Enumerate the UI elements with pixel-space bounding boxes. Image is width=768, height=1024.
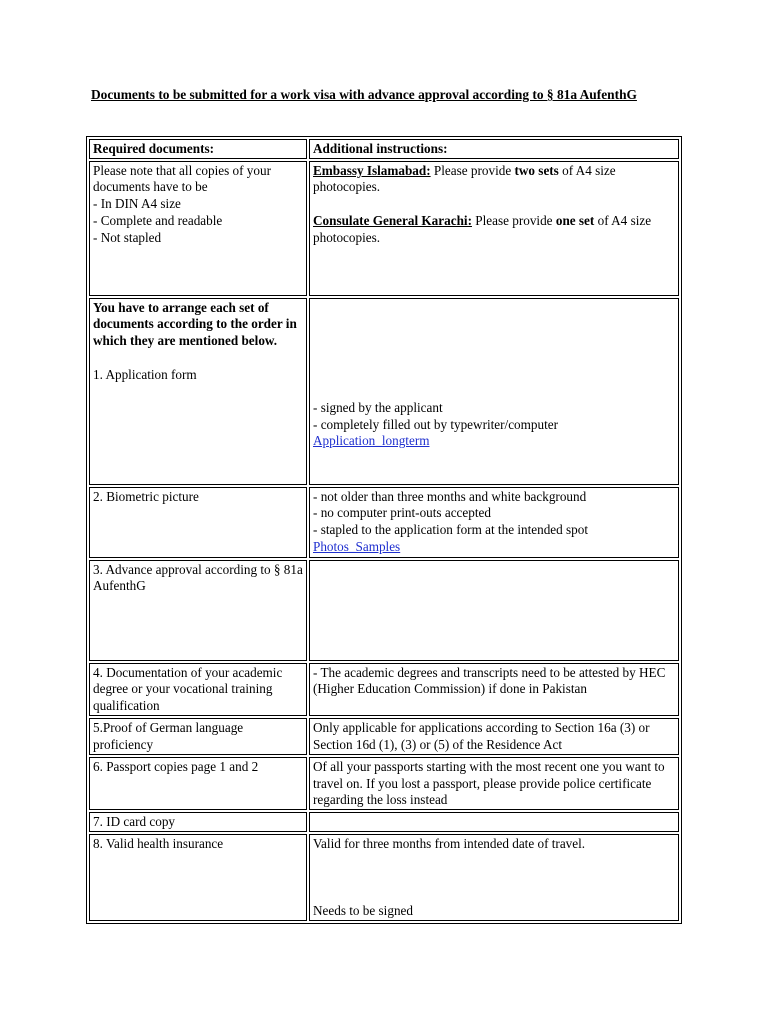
application-signed: - signed by the applicant: [313, 399, 443, 415]
cell-idcard-instructions: [309, 812, 679, 832]
documents-table: [86, 136, 682, 924]
table-row-insurance: [89, 834, 679, 921]
cell-idcard-requirement: 7. ID card copy: [89, 812, 307, 832]
karachi-label: Consulate General Karachi:: [313, 212, 472, 228]
cell-insurance-requirement: 8. Valid health insurance: [89, 834, 307, 921]
table-row-advance: [89, 560, 679, 661]
cell-passport-requirement: 6. Passport copies page 1 and 2: [89, 757, 307, 810]
cell-passport-instructions: Of all your passports starting with the most recent one you want to travel on. If you lost a passport, please provide police certificate regarding the loss instead: [309, 757, 679, 810]
cell-insurance-instructions: [309, 834, 679, 921]
cell-copies-instructions: [309, 161, 679, 296]
islamabad-instruction: [313, 163, 676, 196]
cell-german-instructions: Only applicable for applications according to Section 16a (3) or Section 16d (1), (3) or (5) of the Residence Act: [309, 718, 679, 755]
copies-item-a4: - In DIN A4 size: [93, 196, 181, 212]
cell-academic-requirement: 4. Documentation of your academic degree or your vocational training qualification: [89, 663, 307, 716]
cell-academic-instructions: - The academic degrees and transcripts need to be attested by HEC (Higher Education Commission) if done in Pakistan: [309, 663, 679, 716]
cell-application-requirements: [89, 298, 307, 485]
karachi-text-post: of A4 size photocopies.: [313, 212, 652, 245]
karachi-instruction: [313, 213, 676, 246]
cell-biometric-instructions: [309, 487, 679, 558]
table-row-passport: [89, 757, 679, 810]
biometric-printouts: - no computer print-outs accepted: [313, 505, 491, 521]
islamabad-sets: two sets: [514, 162, 559, 178]
table-header-row: [89, 139, 679, 159]
cell-german-requirement: 5.Proof of German language proficiency: [89, 718, 307, 755]
document-title: Documents to be submitted for a work visa with advance approval according to § 81a AufenthG: [91, 87, 637, 102]
photos-samples-link[interactable]: Photos_Samples: [313, 538, 401, 554]
biometric-age: - not older than three months and white background: [313, 488, 587, 504]
table-row-idcard: [89, 812, 679, 832]
biometric-stapled: - stapled to the application form at the intended spot: [313, 522, 589, 538]
header-required-documents: Required documents:: [89, 139, 307, 159]
karachi-sets: one set: [555, 212, 595, 228]
cell-biometric-requirement: 2. Biometric picture: [89, 487, 307, 558]
cell-advance-requirement: 3. Advance approval according to § 81a AufenthG: [89, 560, 307, 661]
table-row-academic: [89, 663, 679, 716]
table-row-german: [89, 718, 679, 755]
arrangement-note: You have to arrange each set of documents according to the order in which they are mentioned below.: [93, 299, 297, 349]
application-form-item: 1. Application form: [93, 366, 197, 382]
application-longterm-link[interactable]: Application_longterm: [313, 433, 430, 449]
table-row-biometric: [89, 487, 679, 558]
application-filled: - completely filled out by typewriter/computer: [313, 416, 558, 432]
insurance-signed: Needs to be signed: [313, 902, 413, 918]
karachi-text-pre: Please provide: [471, 212, 556, 228]
cell-application-instructions: [309, 298, 679, 485]
islamabad-text-post: of A4 size photocopies.: [313, 162, 616, 195]
copies-item-stapled: - Not stapled: [93, 229, 162, 245]
header-additional-instructions: Additional instructions:: [309, 139, 679, 159]
copies-item-readable: - Complete and readable: [93, 212, 223, 228]
cell-advance-instructions: [309, 560, 679, 661]
table-row-copies: [89, 161, 679, 296]
insurance-validity: Valid for three months from intended date of travel.: [313, 835, 586, 851]
cell-copies-requirements: [89, 161, 307, 296]
copies-intro: Please note that all copies of your documents have to be: [93, 162, 271, 195]
table-row-application: [89, 298, 679, 485]
islamabad-label: Embassy Islamabad:: [313, 162, 431, 178]
islamabad-text-pre: Please provide: [430, 162, 515, 178]
